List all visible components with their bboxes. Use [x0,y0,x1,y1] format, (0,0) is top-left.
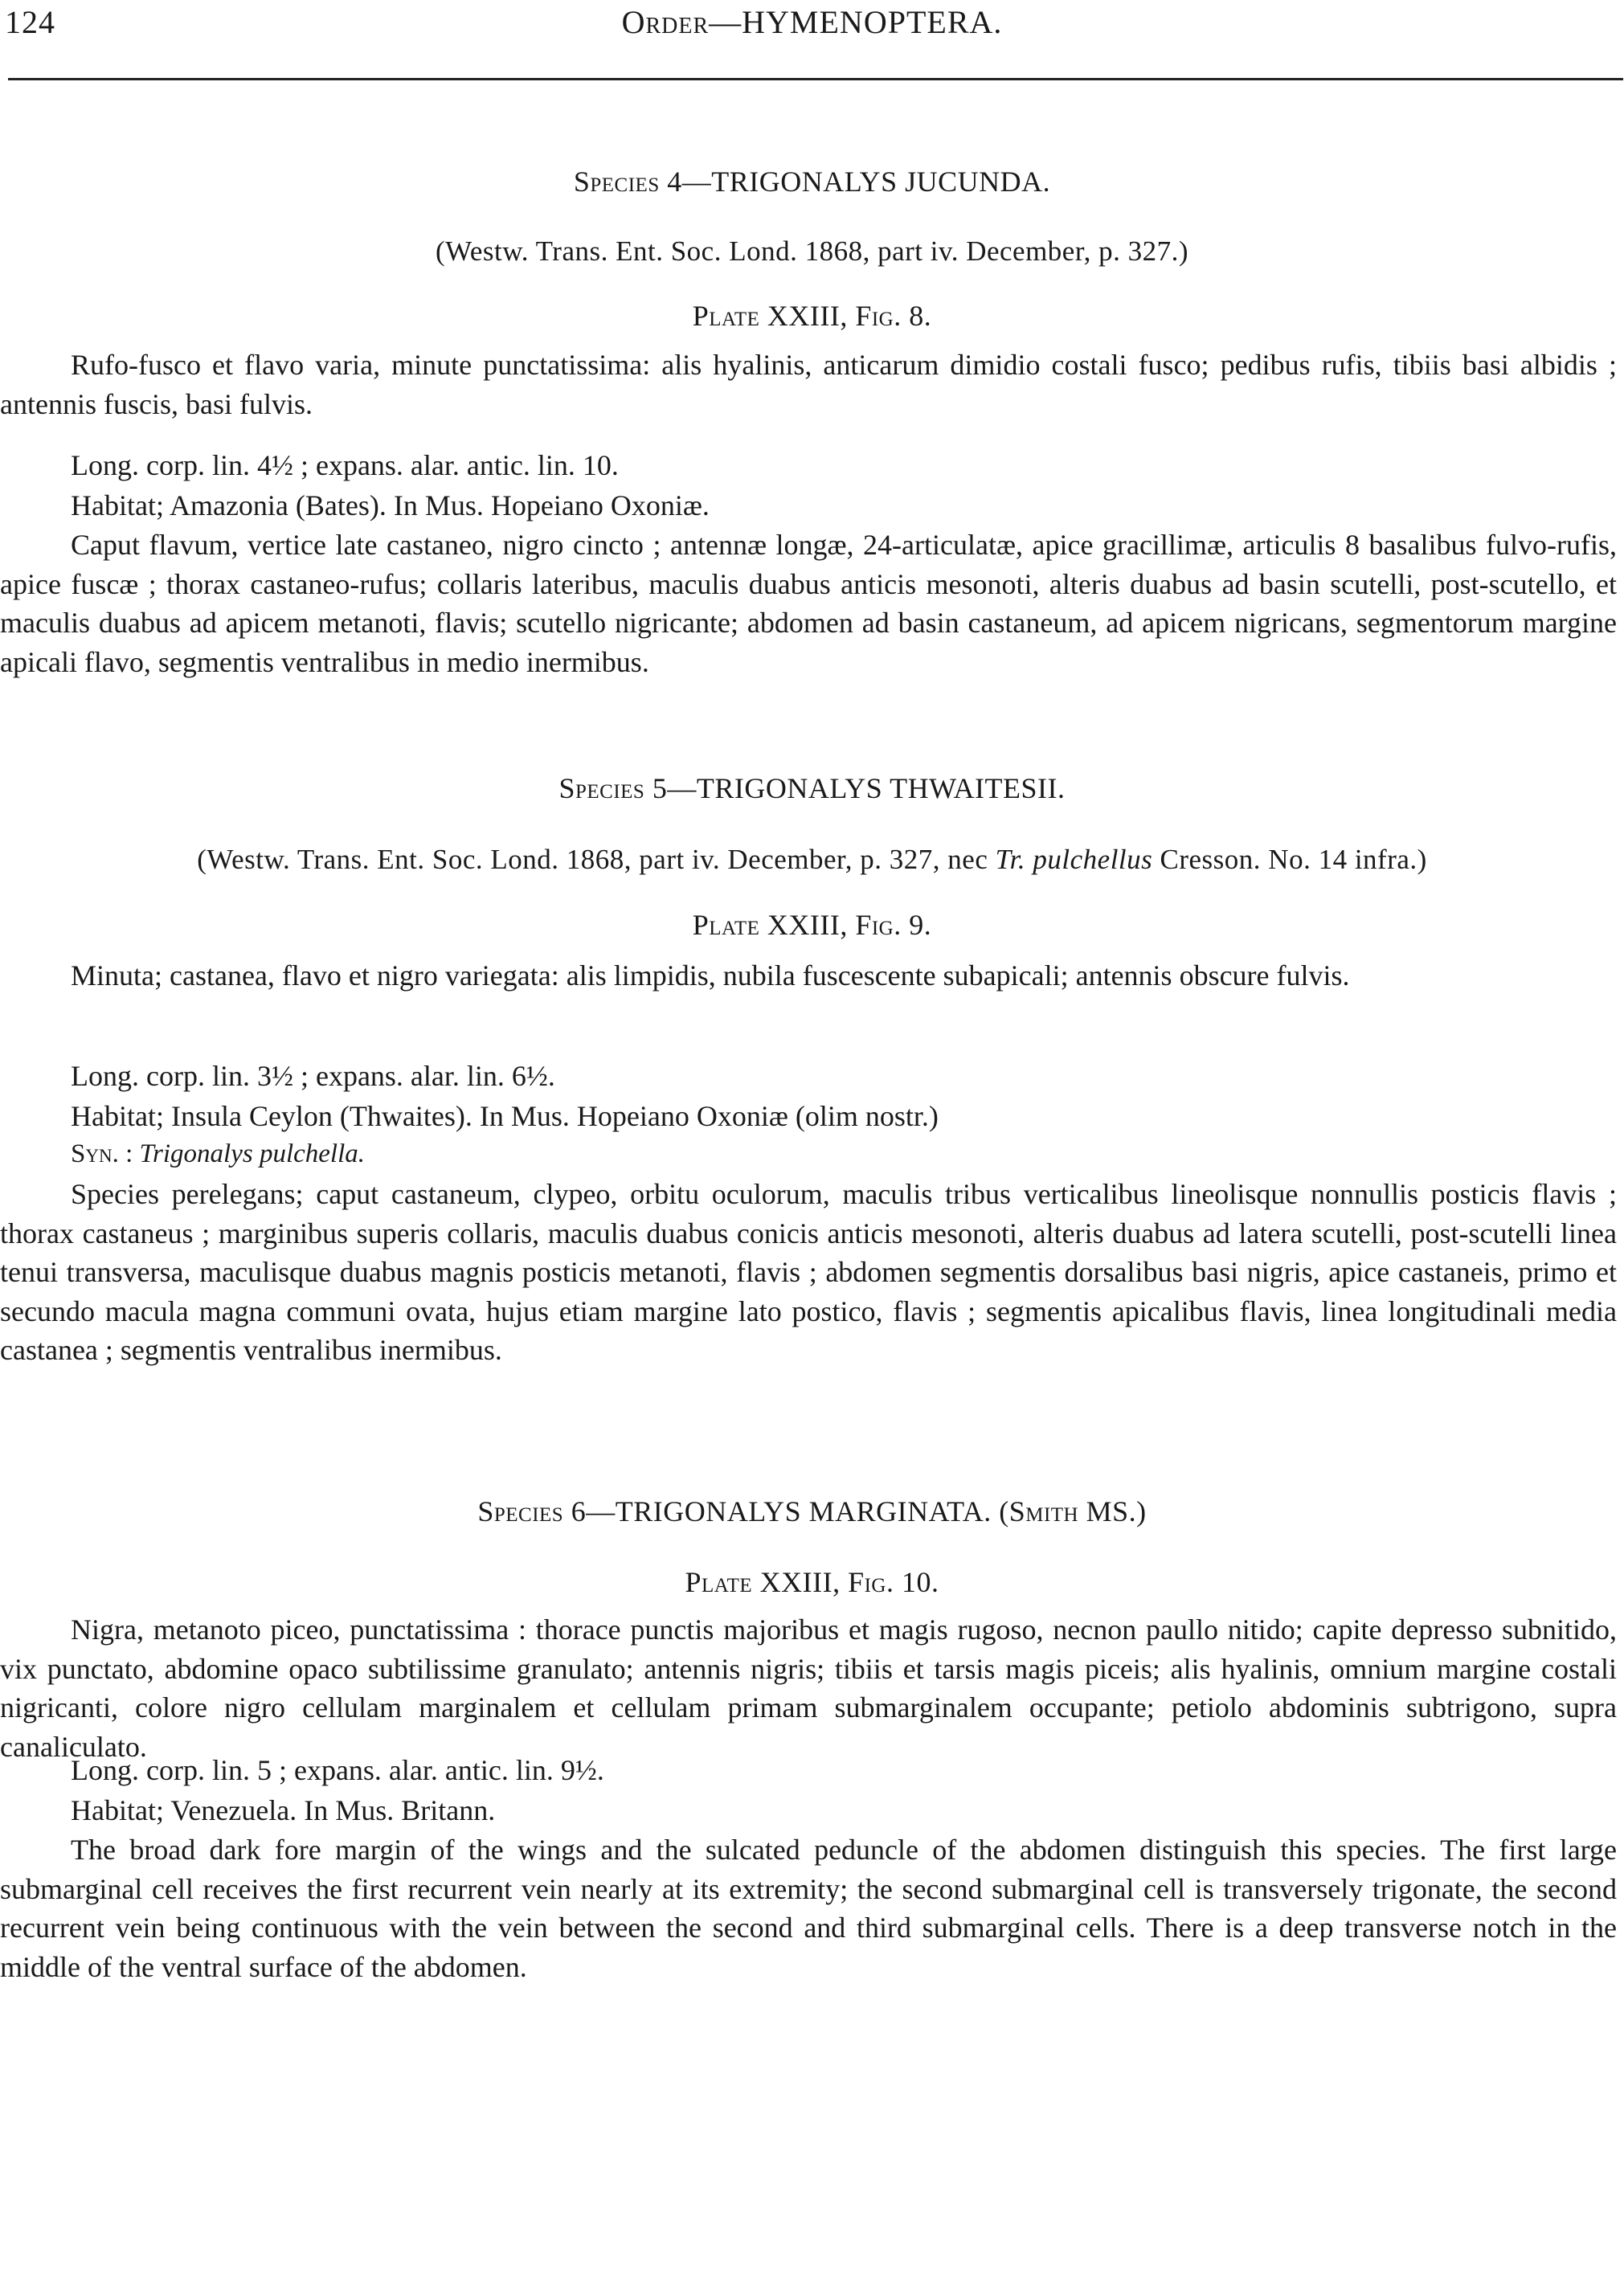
species-6-habitat: Habitat; Venezuela. In Mus. Britann. [71,1794,496,1826]
running-head [0,3,1624,51]
species-4-size: Long. corp. lin. 4½ ; expans. alar. antic. lin. 10. [71,449,619,481]
species-5-diagnosis: Minuta; castanea, flavo et nigro variegata: alis limpidis, nubila fuscescente subapicali; antennis obscure fulvis. [71,959,1350,992]
species-4-diagnosis: Rufo-fusco et flavo varia, minute punctatissima: alis hyalinis, anticarum dimidio costali fusco; pedibus rufis, tibiis basi albidis ; antennis fuscis, basi fulvis. [0,349,1617,420]
species-4-plate: Plate XXIII, Fig. 8. [692,300,932,332]
species-6-size: Long. corp. lin. 5 ; expans. alar. antic. lin. 9½. [71,1754,604,1786]
page-number: 124 [5,4,55,40]
species-4-description: Caput flavum, vertice late castaneo, nigro cincto ; antennæ longæ, 24-articulatæ, apice gracillimæ, articulis 8 basalibus fulvo-rufis, apice fuscæ ; thorax castaneo-rufus; collaris lateribus, maculis duabus anticis mesonoti, alteris duabus ad basin scutelli, post-scutello, et maculis duabus ad apicem metanoti, flavis; scutello nigricante; abdomen ad basin castaneum, ad apicem nigricans, segmentorum margine apicali flavo, segmentis ventralibus in medio inermibus. [0,529,1617,678]
species-4-citation: (Westw. Trans. Ent. Soc. Lond. 1868, part iv. December, p. 327.) [436,235,1188,267]
species-6-diagnosis: Nigra, metanoto piceo, punctatissima : thorace punctis majoribus et magis rugoso, necnon paullo nitido; capite depresso subnitido, vix punctato, abdomine opaco subtilissime granulato; antennis nigris; tibiis et tarsis magis piceis; alis hyalinis, omnium margine costali nigricanti, colore nigro cellulam marginalem et cellulam primam submarginalem occupante; petiolo abdominis subtrigono, supra canaliculato. [0,1613,1617,1763]
species-5-heading: Species 5—TRIGONALYS THWAITESII. [558,772,1066,804]
species-5-size: Long. corp. lin. 3½ ; expans. alar. lin. 6½. [71,1060,555,1092]
species-4-habitat: Habitat; Amazonia (Bates). In Mus. Hopeiano Oxoniæ. [71,489,710,521]
species-6-heading: Species 6—TRIGONALYS MARGINATA. (Smith MS.) [477,1495,1147,1527]
species-5-plate: Plate XXIII, Fig. 9. [692,909,932,941]
species-5-habitat: Habitat; Insula Ceylon (Thwaites). In Mus. Hopeiano Oxoniæ (olim nostr.) [71,1100,939,1132]
species-6-description: The broad dark fore margin of the wings and the sulcated peduncle of the abdomen distinguish this species. The first large submarginal cell receives the first recurrent vein nearly at its extremity; the second submarginal cell is transversely trigonate, the second recurrent vein being continuous with the vein between the second and third submarginal cells. There is a deep transverse notch in the middle of the ventral surface of the abdomen. [0,1834,1617,1983]
header-rule [8,78,1623,80]
species-5-description: Species perelegans; caput castaneum, clypeo, orbitu oculorum, maculis tribus verticalibus lineolisque nonnullis posticis flavis ; thorax castaneus ; marginibus superis collaris, maculis duabus conicis anticis mesonoti, alteris duabus ad latera scutelli, post-scutelli linea tenui transversa, maculisque duabus magnis posticis metanoti, flavis ; abdomen segmentis dorsalibus basi nigris, apice castaneis, primo et secundo macula magna communi ovata, hujus etiam margine lato postico, flavis ; segmentis apicalibus flavis, linea longitudinali media castanea ; segmentis ventralibus inermibus. [0,1178,1617,1366]
species-4-heading: Species 4—TRIGONALYS JUCUNDA. [573,166,1051,198]
species-5-synonym: Syn. : Trigonalys pulchella. [71,1139,365,1168]
running-title: Order—HYMENOPTERA. [621,4,1003,40]
species-6-plate: Plate XXIII, Fig. 10. [685,1566,939,1598]
species-5-citation: (Westw. Trans. Ent. Soc. Lond. 1868, part iv. December, p. 327, nec Tr. pulchellus Cresson. No. 14 infra.) [197,844,1427,875]
